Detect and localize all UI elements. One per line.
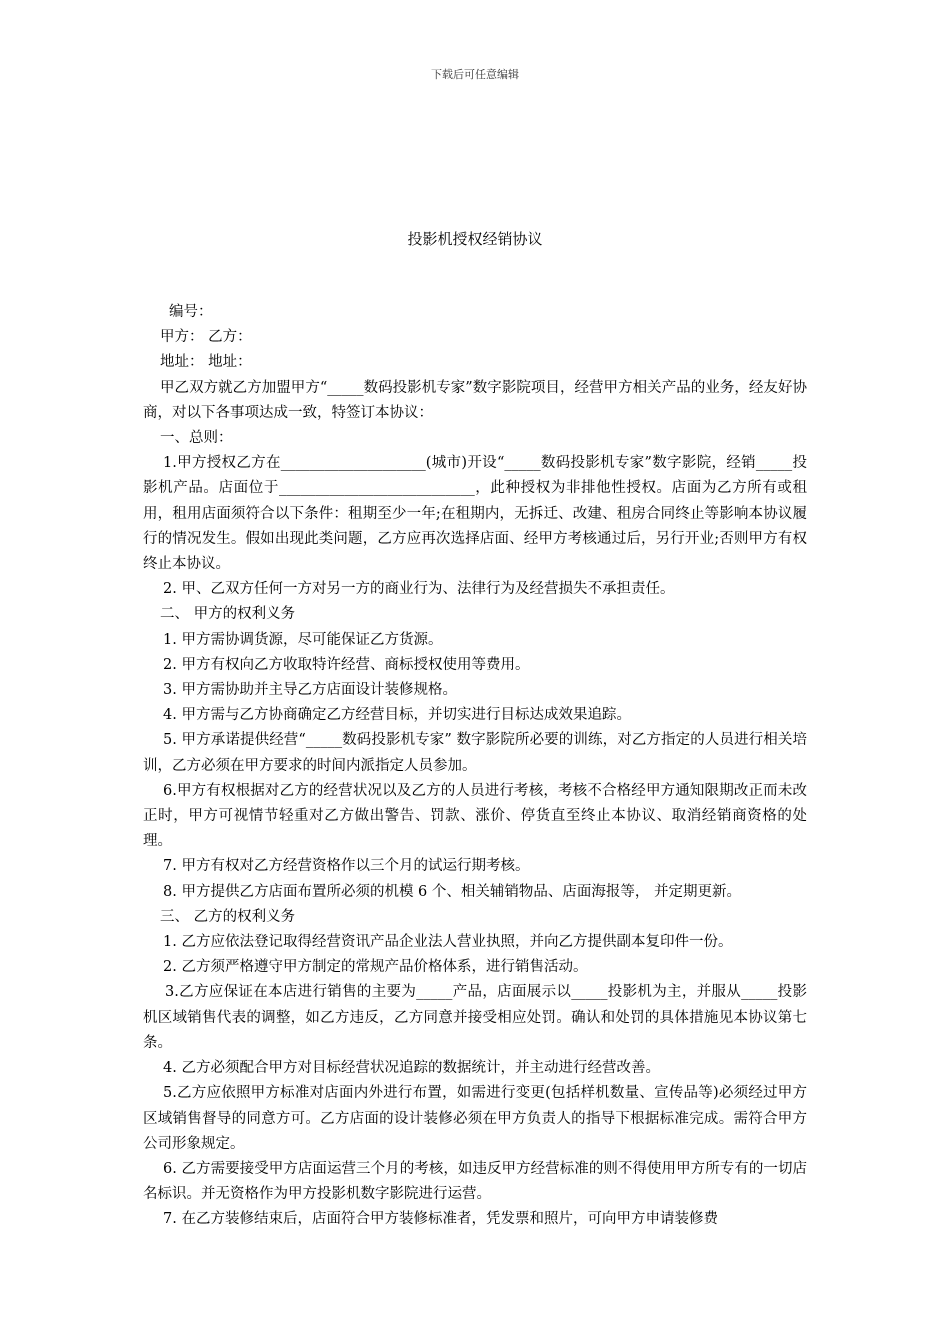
paragraph: 7. 在乙方装修结束后，店面符合甲方装修标准者，凭发票和照片，可向甲方申请装修费	[163, 1211, 718, 1228]
paragraph: 1. 乙方应依法登记取得经营资讯产品企业法人营业执照，并向乙方提供副本复印件一份。	[163, 934, 733, 951]
paragraph: 4. 甲方需与乙方协商确定乙方经营目标，并切实进行目标达成效果追踪。	[163, 707, 631, 724]
header-note: 下载后可任意编辑	[431, 68, 519, 81]
paragraph: 甲方： 乙方：	[160, 329, 252, 346]
paragraph: 1.甲方授权乙方在____________________(城市)开设“_____数码投影机专家”数字影院，经销_____投影机产品。店面位于___________________________，此种授权为非排他性授权。店面为乙方所有或租用，租用店面须符合以下条件：租期至少一年;在租期内，无拆迁、改建、租房合同终止等影响本协议履行的情况发生。假如出现此类问题，乙方应再次选择店面、经甲方考核通过后，另行开业;否则甲方有权终止本协议。	[143, 455, 807, 573]
document-body	[143, 300, 807, 1233]
paragraph: 地址： 地址：	[160, 354, 252, 371]
paragraph: 4. 乙方必须配合甲方对目标经营状况追踪的数据统计，并主动进行经营改善。	[163, 1060, 660, 1077]
paragraph: 7. 甲方有权对乙方经营资格作以三个月的试运行期考核。	[163, 858, 530, 875]
paragraph: 6. 乙方需要接受甲方店面运营三个月的考核，如违反甲方经营标准的则不得使用甲方所专有的一切店名标识。并无资格作为甲方投影机数字影院进行运营。	[143, 1160, 807, 1203]
paragraph: 5.乙方应依照甲方标准对店面内外进行布置，如需进行变更(包括样机数量、宣传品等)必须经过甲方区域销售督导的同意方可。乙方店面的设计装修必须在甲方负责人的指导下根据标准完成。需符合甲方公司形象规定。	[143, 1085, 807, 1152]
paragraph: 2. 甲、乙双方任何一方对另一方的商业行为、法律行为及经营损失不承担责任。	[163, 581, 675, 598]
paragraph: 三、 乙方的权利义务	[160, 908, 296, 925]
paragraph: 3.乙方应保证在本店进行销售的主要为_____产品，店面展示以_____投影机为主，并服从_____投影机区域销售代表的调整，如乙方违反，乙方同意并接受相应处罚。确认和处罚的具体措施见本协议第七条。	[143, 984, 807, 1051]
paragraph: 二、 甲方的权利义务	[160, 606, 296, 623]
paragraph: 一、总则：	[160, 430, 233, 447]
paragraph: 甲乙双方就乙方加盟甲方“_____数码投影机专家”数字影院项目，经营甲方相关产品的业务，经友好协商，对以下各事项达成一致，特签订本协议：	[143, 379, 807, 421]
paragraph: 3. 甲方需协助并主导乙方店面设计装修规格。	[163, 682, 457, 699]
paragraph: 5. 甲方承诺提供经营“_____数码投影机专家” 数字影院所必要的训练，对乙方指定的人员进行相关培训，乙方必须在甲方要求的时间内派指定人员参加。	[143, 732, 807, 774]
paragraph: 8. 甲方提供乙方店面布置所必须的机模 6 个、相关辅销物品、店面海报等， 并定期更新。	[163, 883, 741, 900]
paragraph: 编号：	[169, 304, 213, 320]
paragraph: 2. 乙方须严格遵守甲方制定的常规产品价格体系，进行销售活动。	[163, 959, 588, 976]
paragraph: 6.甲方有权根据对乙方的经营状况以及乙方的人员进行考核，考核不合格经甲方通知限期改正而未改正时，甲方可视情节轻重对乙方做出警告、罚款、涨价、停货直至终止本协议、取消经销商资格的处理。	[143, 782, 807, 850]
paragraph: 1. 甲方需协调货源，尽可能保证乙方货源。	[163, 631, 443, 648]
paragraph: 2. 甲方有权向乙方收取特许经营、商标授权使用等费用。	[163, 656, 530, 673]
document-title: 投影机授权经销协议	[407, 230, 543, 248]
